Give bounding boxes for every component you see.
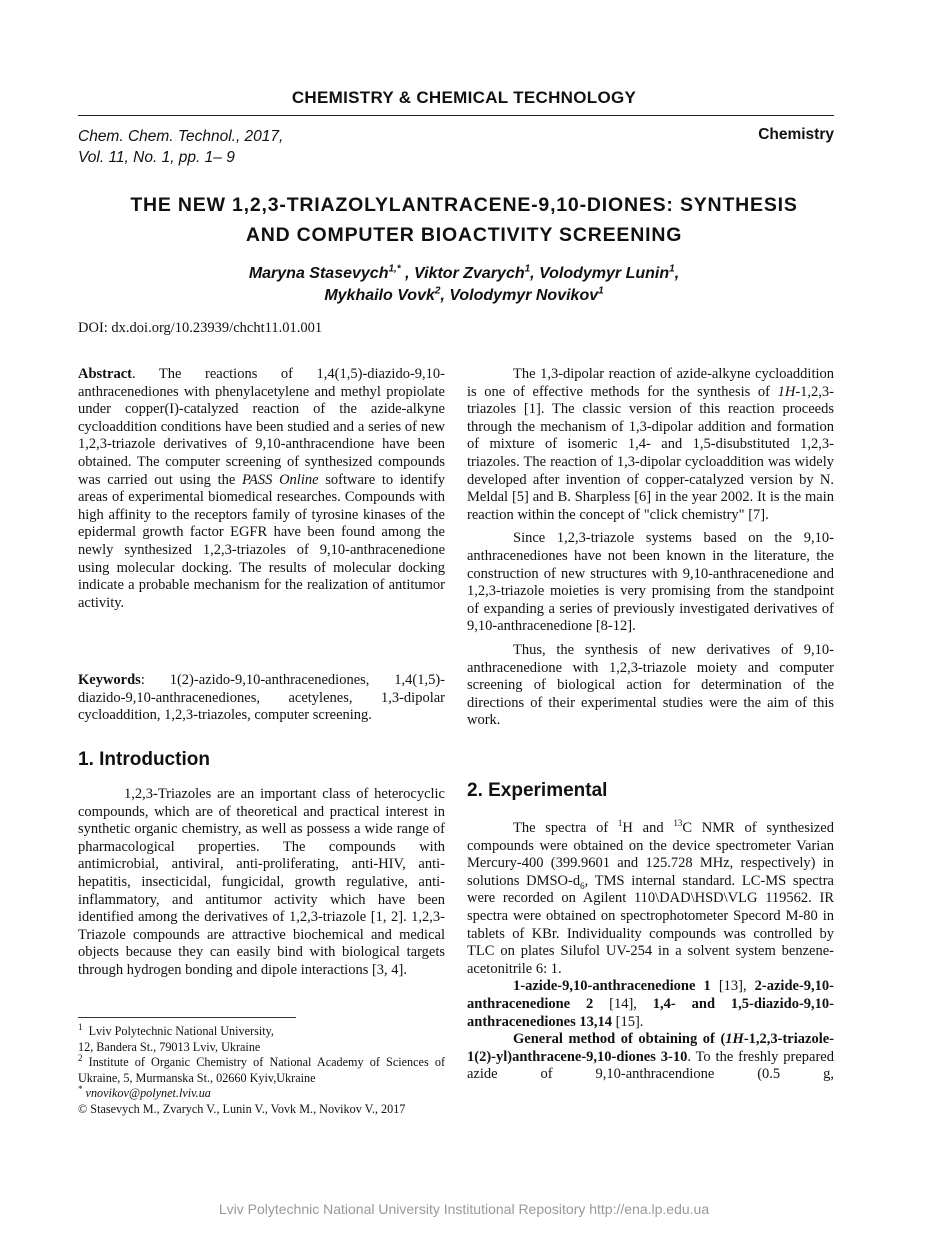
author: Volodymyr Novikov [449, 287, 599, 304]
affiliation-mark: 1,* [388, 263, 401, 275]
paragraph: Thus, the synthesis of new derivatives of 9,10-anthracenedione with 1,2,3-triazole moiety and computer screening of biological action for determination of the directions of their experimental studies were the aim of this work. [467, 641, 834, 729]
title-line-2: AND COMPUTER BIOACTIVITY SCREENING [245, 224, 683, 246]
abstract-text: . The reactions of 1,4(1,5)-diazido-9,10-anthracenediones with phenylacetylene and methyl propiolate under copper(I)-catalyzed reaction of the azide-alkyne cycloaddition conditions have been studied and a series of new 1,2,3-triazole derivatives of 9,10-anthracendione have been obtained. The computer screening of synthesized compounds was carried out using the [78, 366, 445, 488]
introduction-continued [467, 366, 834, 736]
paper-title [60, 190, 868, 250]
repository-footer: Lviv Polytechnic National University Institutional Repository http://ena.lp.edu.ua [218, 1201, 710, 1217]
text-run: 13 [673, 818, 683, 829]
keywords-text: : 1(2)-azido-9,10-anthracenediones, 1,4(1,5)-diazido-9,10-anthracenediones, acetylenes, 1,3-dipolar cycloaddition, 1,2,3-triazoles, computer screening. [78, 672, 445, 724]
abstract-text: software to identify areas of experimental biomedical researches. Compounds with high affinity to the receptors family of tyrosine kinases of the epidermal growth factor EGFR have been found among the newly synthesized 1,2,3-triazoles of 9,10-anthracenedione using molecular docking. The results of molecular docking indicate a probable mechanism for the realization of antitumor activity. [78, 471, 445, 611]
author: Mykhailo Vovk [324, 287, 435, 304]
text-run: 1H [777, 383, 796, 400]
copyright: © Stasevych M., Zvarych V., Lunin V., Vovk M., Novikov V., 2017 [78, 1101, 406, 1116]
keywords [78, 672, 445, 725]
paragraph [467, 366, 834, 524]
text-run: 6 [580, 880, 585, 891]
text-run: 1,4- and 1,5-diazido-9,10-anthracenediones 13,14 [467, 995, 834, 1030]
text-run: -1,2,3-triazole-1(2)-yl)anthracene-9,10-diones 3-10 [467, 1031, 834, 1065]
affiliation-mark: 1 [669, 263, 675, 275]
footnote-mark: * [78, 1083, 83, 1094]
paragraph: 1,2,3-Triazoles are an important class of heterocyclic compounds, which are of theoretical and practical interest in synthetic organic chemistry, as well as possess a wide range of pharmacological properties. The compounds with antimicrobial, antiviral, anti-proliferating, anti-HIV, anti-hepatitis, insecticidal, fungicidal, growth regulative, anti-inflammatory, and antitumor activity which have been identified among the derivatives of 1,2,3-triazole [1, 2]. 1,2,3-Triazole compounds are attractive biochemical and medical objects because they can easily bind with biological targets through hydrogen bonding and dipole interactions [3, 4]. [78, 786, 445, 978]
footnotes [78, 1021, 445, 1117]
experimental-body [467, 820, 834, 1090]
text-run: 2-azide-9,10-anthracenedione 2 [467, 978, 834, 1012]
text-run: The 1,3-dipolar reaction of azide-alkyne cycloaddition is one of effective methods for the synthesis of [467, 366, 834, 400]
doi: DOI: dx.doi.org/10.23939/chcht11.01.001 [78, 320, 323, 336]
footnote-mark: 2 [78, 1052, 83, 1063]
section-heading-experimental: 2. Experimental [467, 780, 608, 801]
text-run: C NMR of synthesized compounds were obtained on the device spectrometer Varian Mercury-400 (399.9601 and 125.728 MHz, respectively) in solutions DMSO-d [467, 820, 834, 889]
citation-line-2: Vol. 11, No. 1, pp. 1– 9 [78, 149, 235, 166]
text-run: -1,2,3-triazoles [1]. The classic version of this reaction proceeds through the mechanism of 1,3-dipolar addition and formation of mixture of isomeric 1,4- and 1,5-disubstituted 1,2,3-triazoles. The reaction of 1,3-dipolar cycloaddition was widely developed after invention of copper-catalyzed version by N. Meldal [5] and B. Sharpless [6] in the year 2002. It is the main reaction within the concept of "click chemistry" [7]. [467, 383, 834, 523]
author: Viktor Zvarych [414, 265, 525, 282]
section-heading-introduction: 1. Introduction [78, 749, 210, 770]
paragraph [467, 1031, 834, 1084]
affiliation-1: Lviv Polytechnic National University, [88, 1024, 274, 1038]
text-run: , TMS internal standard. LC-MS spectra were recorded on Agilent 110\DAD\HSD\VLG 119562. IR spectra were obtained on spectrophotometer Specord M-80 in tablets of KBr. Individuality compounds was controlled by TLC on plates Silufol UV-254 in a solvent system benzene-acetonitrile 6: 1. [467, 872, 834, 977]
citation [78, 126, 283, 168]
journal-header: CHEMISTRY & CHEMICAL TECHNOLOGY [291, 88, 637, 107]
title-line-1: THE NEW 1,2,3-TRIAZOLYLANTRACENE-9,10-DIONES: SYNTHESIS [130, 194, 798, 216]
affiliation-mark: 2 [434, 285, 441, 297]
text-run: 1 [617, 818, 623, 829]
text-run: [14], [593, 995, 653, 1012]
paragraph [467, 820, 834, 978]
section-tag: Chemistry [758, 126, 834, 143]
text-run: 1-azide-9,10-anthracenedione 1 [513, 978, 711, 995]
keywords-label: Keywords [78, 672, 141, 688]
text-run: General method of obtaining of ( [513, 1031, 726, 1048]
footnote-mark: 1 [78, 1021, 83, 1032]
abstract-label: Abstract [78, 366, 132, 382]
text-run: 1H [725, 1031, 744, 1048]
affiliation-mark: 1 [524, 263, 531, 275]
paragraph: Since 1,2,3-triazole systems based on the 9,10-anthracenediones have not been known in the literature, the construction of new structures with 9,10-anthracenedione and 1,2,3-triazole moieties is very promising from the standpoint of expanding a series of previously investigated derivatives of 9,10-anthracenedione [8-12]. [467, 530, 834, 635]
text-run: [15]. [612, 1013, 644, 1030]
author: Volodymyr Lunin [539, 265, 670, 282]
affiliation-mark: 1 [598, 285, 604, 297]
introduction-body [78, 786, 445, 986]
header-rule [78, 115, 834, 116]
text-run: The spectra of [513, 820, 618, 836]
text-run: H and [622, 820, 674, 836]
affiliation-1-address: 12, Bandera St., 79013 Lviv, Ukraine [78, 1039, 261, 1054]
affiliation-2: Institute of Organic Chemistry of National Academy of Sciences of Ukraine, 5, Murmanska St., 02660 Kyiv,Ukraine [78, 1055, 445, 1085]
citation-line-1: Chem. Chem. Technol., 2017, [78, 128, 284, 145]
corresponding-email[interactable]: vnovikov@polynet.lviv.ua [85, 1086, 211, 1100]
text-run: [13], [710, 978, 755, 995]
text-run: . To the freshly prepared azide of 9,10-anthracendione (0.5 g, [467, 1048, 834, 1083]
abstract [78, 366, 445, 612]
paragraph [467, 978, 834, 1031]
footnote-rule [78, 1017, 296, 1018]
author-list: Maryna Stasevych$^{1,*}$ , Viktor Zvarych$^1$, Volodymyr Lunin$^1$, Mykhailo Vovk$^2$, Volodymyr Novikov$^1$ [248, 263, 680, 304]
software-name: PASS Online [242, 471, 319, 488]
author: Maryna Stasevych [248, 265, 389, 282]
